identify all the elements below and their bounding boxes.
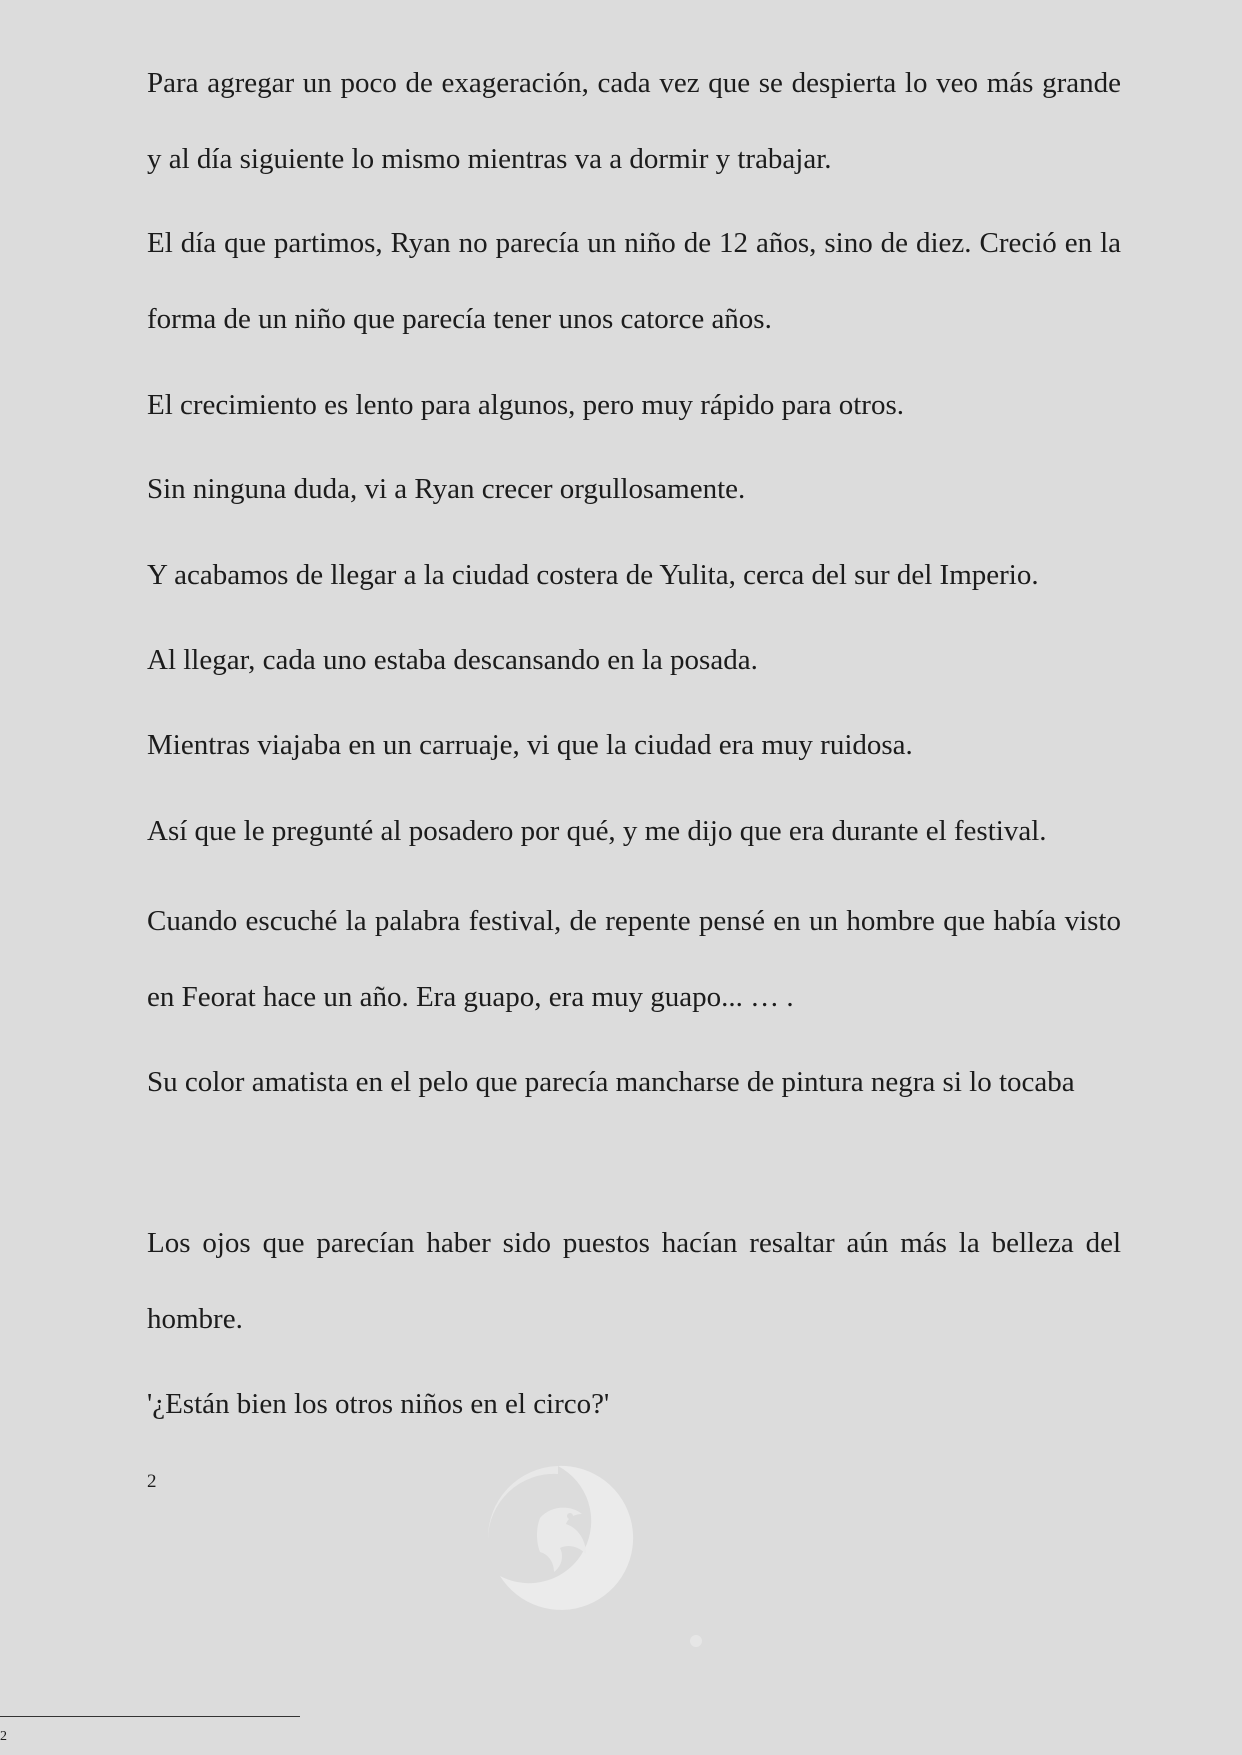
paragraph-9: Cuando escuché la palabra festival, de repente pensé en un hombre que había visto en Feorat hace un año. Era guapo, era muy guapo... … . xyxy=(147,905,1121,1013)
crescent-bird-logo-icon xyxy=(478,1458,638,1618)
paragraph-7: Mientras viajaba en un carruaje, vi que la ciudad era muy ruidosa. xyxy=(147,729,913,761)
paragraph-2: El día que partimos, Ryan no parecía un niño de 12 años, sino de diez. Creció en la forma de un niño que parecía tener unos catorce años. xyxy=(147,227,1121,335)
footnote-separator xyxy=(0,1716,300,1717)
paragraph-4: Sin ninguna duda, vi a Ryan crecer orgullosamente. xyxy=(147,473,746,505)
paragraph-6: Al llegar, cada uno estaba descansando en la posada. xyxy=(147,644,758,676)
paragraph-12: '¿Están bien los otros niños en el circo?' xyxy=(147,1388,610,1420)
page-number: 2 xyxy=(147,1471,157,1492)
paragraph-8: Así que le pregunté al posadero por qué, y me dijo que era durante el festival. xyxy=(147,815,1047,847)
paragraph-11: Los ojos que parecían haber sido puestos hacían resaltar aún más la belleza del hombre. xyxy=(147,1227,1121,1335)
paragraph-3: El crecimiento es lento para algunos, pero muy rápido para otros. xyxy=(147,389,904,421)
footnote-number: 2 xyxy=(0,1729,7,1744)
watermark-dot xyxy=(690,1635,702,1647)
paragraph-5: Y acabamos de llegar a la ciudad costera de Yulita, cerca del sur del Imperio. xyxy=(147,559,1039,591)
paragraph-10: Su color amatista en el pelo que parecía mancharse de pintura negra si lo tocaba xyxy=(147,1066,1075,1098)
paragraph-1: Para agregar un poco de exageración, cada vez que se despierta lo veo más grande y al día siguiente lo mismo mientras va a dormir y trabajar. xyxy=(147,67,1121,175)
